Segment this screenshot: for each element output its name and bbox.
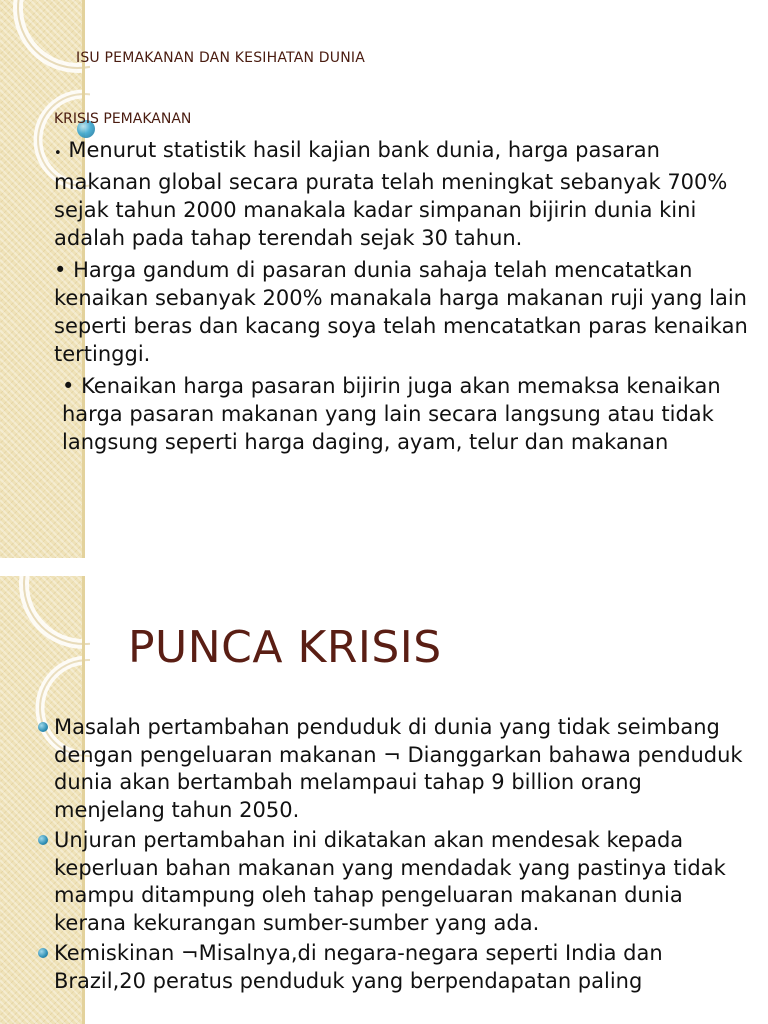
paragraph [54,136,754,252]
slide-1-title: ISU PEMAKANAN DAN KESIHATAN DUNIA [76,50,366,66]
list-item [54,940,744,995]
list-item-text: Unjuran pertambahan ini dikatakan akan mendesak kepada keperluan bahan makanan yang mendadak yang pastinya tidak mampu ditampung oleh tahap pengeluaran makanan dunia kerana kekurangan sumber-sumber yang ada. [54,828,726,935]
paragraph-text: Harga gandum di pasaran dunia sahaja telah mencatatkan kenaikan sebanyak 200% manakala harga makanan ruji yang lain seperti beras dan kacang soya telah mencatatkan paras kenaikan tertinggi. [54,258,748,366]
slide-gap [0,558,768,576]
bullet-dot-icon [38,948,48,958]
paragraph [54,256,754,368]
bullet-marker: • [54,258,67,282]
slide-2-bullet-list [54,714,744,998]
bullet-marker: • [62,374,75,398]
slide-1-subheading: KRISIS PEMAKANAN [54,111,192,127]
paragraph-text: Menurut statistik hasil kajian bank dunia, harga pasaran makanan global secara purata telah meningkat sebanyak 700% sejak tahun 2000 manakala kadar simpanan bijirin dunia kini adalah pada tahap terendah sejak 30 tahun. [54,138,728,250]
bullet-dot-icon [38,835,48,845]
list-item-text: Kemiskinan ¬Misalnya,di negara-negara seperti India dan Brazil,20 peratus penduduk yang berpendapatan paling [54,941,663,993]
list-item [54,714,744,824]
list-item-text: Masalah pertambahan penduduk di dunia yang tidak seimbang dengan pengeluaran makanan ¬ Dianggarkan bahawa penduduk dunia akan bertambah melampaui tahap 9 billion orang menjelang tahun 2050. [54,715,743,822]
bullet-marker: • [54,146,62,161]
slide-1-body [54,136,754,460]
list-item [54,827,744,937]
paragraph-text: Kenaikan harga pasaran bijirin juga akan memaksa kenaikan harga pasaran makanan yang lain secara langsung atau tidak langsung seperti harga daging, ayam, telur dan makanan [62,374,721,454]
bullet-dot-icon [38,722,48,732]
paragraph [54,372,754,456]
slide-2-title: PUNCA KRISIS [128,622,442,673]
